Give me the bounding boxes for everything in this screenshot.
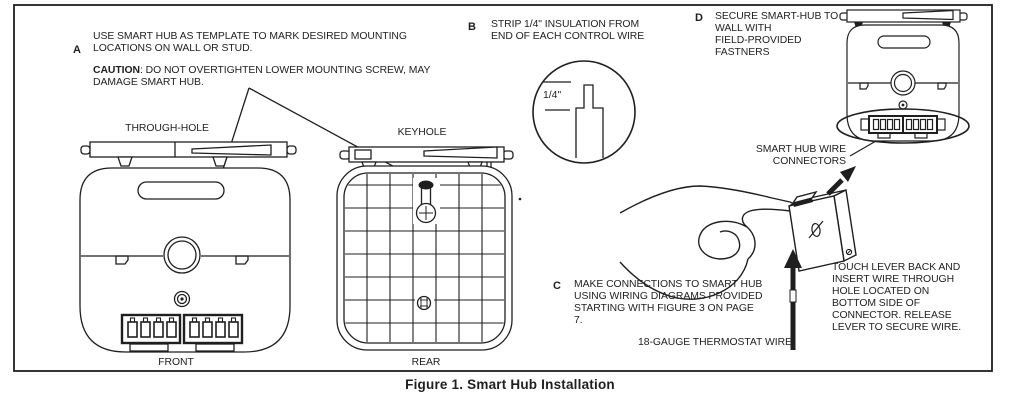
keyhole-slot bbox=[413, 178, 440, 224]
rear-view-label: REAR bbox=[411, 357, 441, 368]
rear-view-drawing bbox=[337, 147, 521, 350]
thermostat-wire-label: 18-GAUGE THERMOSTAT WIRE bbox=[638, 337, 792, 348]
thermostat-wire-arrow bbox=[784, 249, 802, 350]
connectors-callout-line bbox=[850, 141, 876, 156]
d-hub-drawing bbox=[837, 10, 969, 156]
keyhole-label: KEYHOLE bbox=[397, 127, 447, 138]
front-view-label: FRONT bbox=[158, 357, 194, 368]
strip-length-measure: 1/4" bbox=[543, 90, 562, 101]
smart-hub-wire-connectors-label: SMART HUB WIRE CONNECTORS bbox=[755, 144, 846, 167]
wire-connector-block-drawing bbox=[789, 190, 856, 271]
front-view-drawing bbox=[80, 142, 296, 352]
step-label-c: C bbox=[553, 280, 561, 292]
lever-direction-arrow bbox=[828, 166, 856, 194]
step-a-instructions: USE SMART HUB AS TEMPLATE TO MARK DESIRED MOUNTING LOCATIONS ON WALL OR STUD. bbox=[93, 31, 407, 54]
strip-insulation-detail bbox=[533, 61, 635, 163]
lever-instructions: TOUCH LEVER BACK AND INSERT WIRE THROUGH HOLE LOCATED ON BOTTOM SIDE OF CONNECTOR. RELEASE LEVER TO SECURE WIRE. bbox=[832, 262, 962, 333]
step-a-caution: CAUTION: DO NOT OVERTIGHTEN LOWER MOUNTING SCREW, MAY DAMAGE SMART HUB. bbox=[93, 65, 431, 88]
step-label-d: D bbox=[695, 12, 703, 24]
figure-caption: Figure 1. Smart Hub Installation bbox=[405, 377, 615, 392]
step-d-instructions: SECURE SMART-HUB TO WALL WITH FIELD-PROVIDED FASTNERS bbox=[715, 11, 839, 58]
step-label-b: B bbox=[468, 21, 476, 33]
rear-screw-hole bbox=[415, 294, 434, 312]
step-b-instructions: STRIP 1/4" INSULATION FROM END OF EACH CONTROL WIRE bbox=[491, 19, 645, 42]
step-c-instructions: MAKE CONNECTIONS TO SMART HUB USING WIRING DIAGRAMS PROVIDED STARTING WITH FIGURE 3 ON PAGE 7. bbox=[574, 279, 763, 326]
step-label-a: A bbox=[73, 44, 81, 56]
through-hole-label: THROUGH-HOLE bbox=[125, 123, 209, 134]
